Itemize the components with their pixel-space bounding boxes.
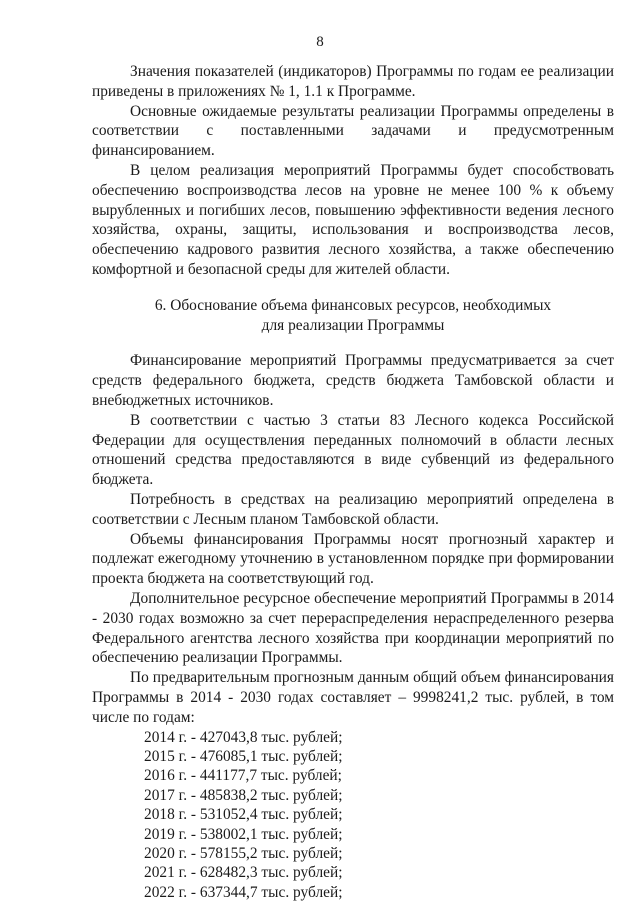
paragraph-total-volume: По предварительным прогнозным данным общий объем финансирования Программы в 2014 - 2030 годах составляет – 9998241,2 тыс. рублей, в том числе по годам: (92, 669, 614, 726)
list-item: 2022 г. - 637344,7 тыс. рублей; (144, 883, 343, 901)
list-item: 2015 г. - 476085,1 тыс. рублей; (144, 747, 343, 765)
paragraph-financing-sources: Финансирование мероприятий Программы предусматривается за счет средств федерального бюджета, средств бюджета Тамбовской области и внебюджетных источников. (92, 352, 614, 409)
paragraph-indicators: Значения показателей (индикаторов) Программы по годам ее реализации приведены в приложениях № 1, 1.1 к Программе. (92, 63, 614, 100)
list-item: 2019 г. - 538002,1 тыс. рублей; (144, 825, 343, 843)
section-heading-line1: 6. Обоснование объема финансовых ресурсов, необходимых (154, 296, 552, 314)
list-item: 2018 г. - 531052,4 тыс. рублей; (144, 806, 343, 824)
paragraph-additional-resources: Дополнительное ресурсное обеспечение мероприятий Программы в 2014 - 2030 годах возможно за счет перераспределения нераспределенного резерва Федерального агентства лесного хозяйства при координации мероприятий по обеспечению реализации Программы. (92, 589, 614, 667)
paragraph-expected-results: Основные ожидаемые результаты реализации Программы определены в соответствии с поставленными задачами и предусмотренным финансированием. (92, 102, 614, 160)
list-item: 2017 г. - 485838,2 тыс. рублей; (144, 786, 343, 804)
list-item: 2020 г. - 578155,2 тыс. рублей; (144, 844, 343, 862)
section-heading-line2: для реализации Программы (261, 316, 445, 334)
list-item: 2014 г. - 427043,8 тыс. рублей; (144, 728, 343, 746)
yearly-financing-list (92, 728, 614, 903)
list-item: 2021 г. - 628482,3 тыс. рублей; (144, 864, 343, 882)
list-item: 2016 г. - 441177,7 тыс. рублей; (144, 767, 342, 785)
document-body (92, 62, 614, 902)
paragraph-forest-code: В соответствии с частью 3 статьи 83 Лесного кодекса Российской Федерации для осуществления переданных полномочий в области лесных отношений средства предоставляются в виде субвенций из федерального бюджета. (92, 411, 614, 489)
page-number: 8 (316, 34, 324, 50)
paragraph-forecast-nature: Объемы финансирования Программы носят прогнозный характер и подлежат ежегодному уточнению в установленном порядке при формировании проекта бюджета на соответствующий год. (92, 530, 614, 588)
paragraph-overall-effect: В целом реализация мероприятий Программы будет способствовать обеспечению воспроизводства лесов на уровне не менее 100 % к объему вырубленных и погибших лесов, повышению эффективности ведения лесного хозяйства, охраны, защиты, использования и воспроизводства лесов, обеспечению кадрового развития лесного хозяйства, а также обеспечению комфортной и безопасной среды для жителей области. (92, 161, 614, 278)
paragraph-forest-plan: Потребность в средствах на реализацию мероприятий определена в соответствии с Лесным планом Тамбовской области. (92, 490, 614, 528)
section-heading (92, 296, 614, 336)
